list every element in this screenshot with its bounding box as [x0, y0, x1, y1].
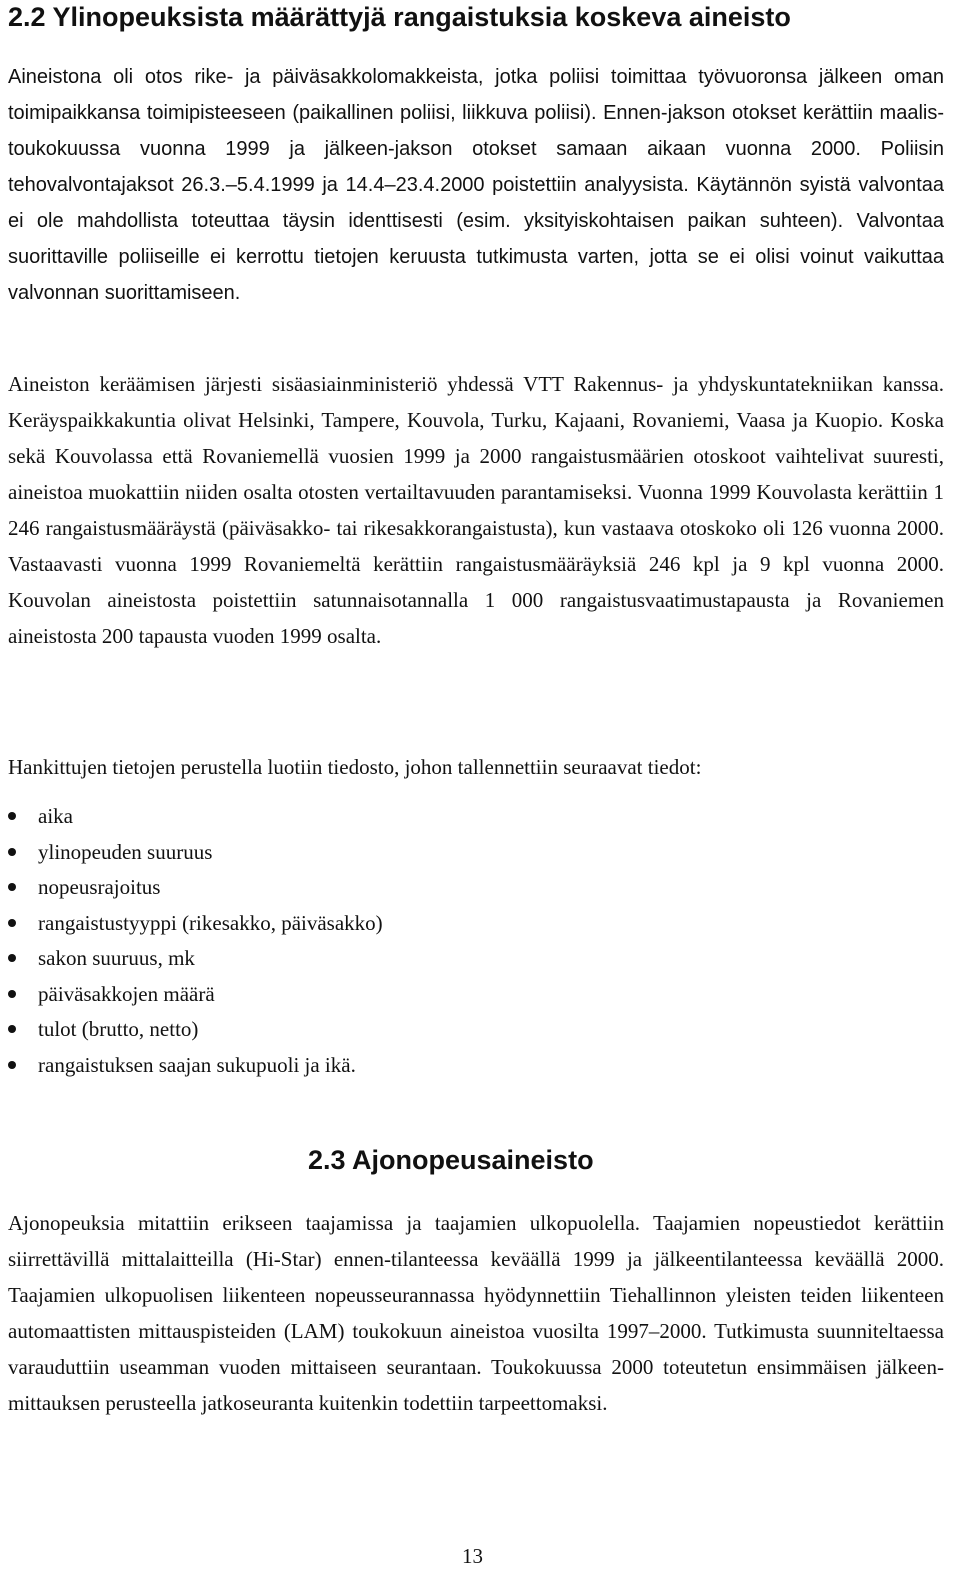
paragraph-speed-data: Ajonopeuksia mitattiin erikseen taajamissa ja taajamien ulkopuolella. Taajamien nopeustiedot kerättiin siirrettävillä mittalaitteilla (Hi-Star) ennen-tilanteessa keväällä 1999 ja jälkeentilanteessa keväällä 2000. Taajamien ulkopuolisen liikenteen nopeusseurannassa hyödynnettiin Tiehallinnon yleisten teiden liikenteen automaattisten mittauspisteiden (LAM) toukokuun aineistoa vuosilta 1997–2000. Tutkimusta suunniteltaessa varauduttiin useamman vuoden mittaiseen seurantaan. Toukokuussa 2000 toteutetun ensimmäisen jälkeen-mittauksen perusteella jatkoseuranta kuitenkin todettiin tarpeettomaksi.: [8, 1211, 944, 1415]
list-intro-text: Hankittujen tietojen perustella luotiin tiedosto, johon tallennettiin seuraavat tiedot:: [8, 755, 702, 779]
list-item: rangaistuksen saajan sukupuoli ja ikä.: [8, 1048, 383, 1084]
page-number: 13: [462, 1544, 483, 1568]
paragraph-data-collection: Aineiston keräämisen järjesti sisäasiainministeriö yhdessä VTT Rakennus- ja yhdyskuntatekniikan kanssa. Keräyspaikkakuntia olivat Helsinki, Tampere, Kouvola, Turku, Kajaani, Rovaniemi, Vaasa ja Kuopio. Koska sekä Kouvolassa että Rovaniemellä vuosien 1999 ja 2000 rangaistusmäärien otoskoot vaihtelivat suuresti, aineistoa muokattiin niiden osalta otosten vertailtavuuden parantamiseksi. Vuonna 1999 Kouvolasta kerättiin 1 246 rangaistusmääräystä (päiväsakko- tai rikesakkorangaistusta), kun vastaava otoskoko oli 126 vuonna 2000. Vastaavasti vuonna 1999 Rovaniemeltä kerättiin rangaistusmääräyksiä 246 kpl ja 9 kpl vuonna 2000. Kouvolan aineistosta poistettiin satunnaisotannalla 1 000 rangaistusvaatimustapausta ja Rovaniemen aineistosta 200 tapausta vuoden 1999 osalta.: [8, 372, 944, 648]
list-item: sakon suuruus, mk: [8, 941, 383, 977]
list-item: päiväsakkojen määrä: [8, 977, 383, 1013]
list-item: ylinopeuden suuruus: [8, 835, 383, 871]
recorded-data-list: [8, 799, 383, 1083]
paragraph-sample-description: Aineistona oli otos rike- ja päiväsakkolomakkeista, jotka poliisi toimittaa työvuoronsa jälkeen oman toimipaikkansa toimipisteeseen (paikallinen poliisi, liikkuva poliisi). Ennen-jakson otokset kerättiin maalis-toukokuussa vuonna 1999 ja jälkeen-jakson otokset samaan aikaan vuonna 2000. Poliisin tehovalvontajaksot 26.3.–5.4.1999 ja 14.4–23.4.2000 poistettiin analyysista. Käytännön syistä valvontaa ei ole mahdollista toteuttaa täysin identtisesti (esim. yksityiskohtaisen paikan suhteen). Valvontaa suorittaville poliiseille ei kerrottu tietojen keruusta tutkimusta varten, jotta se ei olisi voinut vaikuttaa valvonnan suorittamiseen.: [8, 66, 944, 304]
list-item: nopeusrajoitus: [8, 870, 383, 906]
section-heading-2-3: 2.3 Ajonopeusaineisto: [308, 1145, 594, 1175]
list-item: aika: [8, 799, 383, 835]
list-item: tulot (brutto, netto): [8, 1012, 383, 1048]
section-heading-2-2: 2.2 Ylinopeuksista määrättyjä rangaistuksia koskeva aineisto: [8, 2, 791, 32]
list-item: rangaistustyyppi (rikesakko, päiväsakko): [8, 906, 383, 942]
